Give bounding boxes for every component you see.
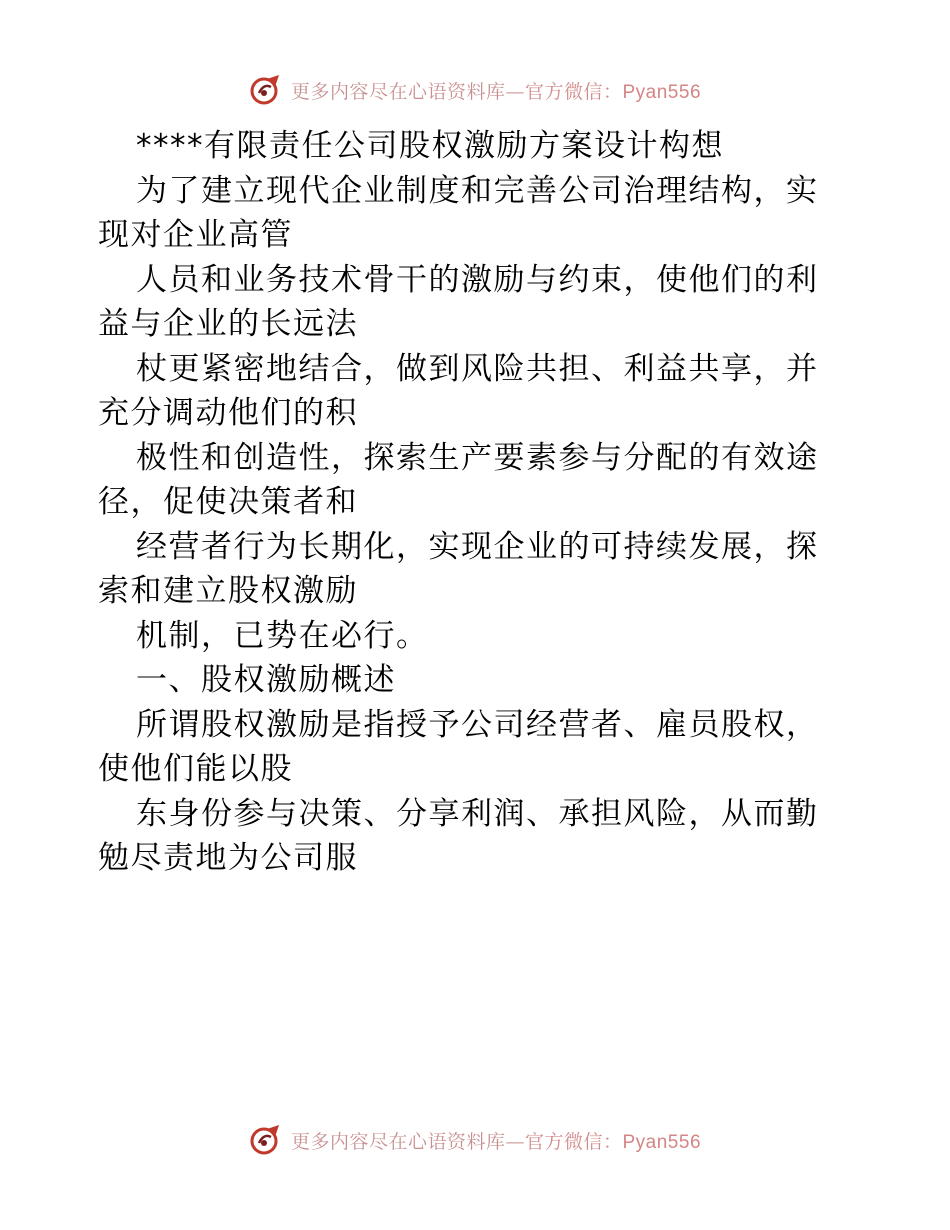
text-line: 勉尽责地为公司服 bbox=[98, 840, 358, 876]
banner-wechat-label: 官方微信： bbox=[524, 80, 623, 103]
text-line: 为了建立现代企业制度和完善公司治理结构，实 bbox=[136, 172, 819, 209]
banner-wechat-id: Pyan556 bbox=[622, 81, 702, 103]
text-line: 杖更紧密地结合，做到风险共担、利益共享，并 bbox=[136, 350, 819, 387]
banner-dash: — bbox=[505, 1130, 525, 1153]
text-line: 充分调动他们的积 bbox=[98, 395, 358, 431]
banner-site-name: 更多内容尽在心语资料库 bbox=[290, 1130, 506, 1153]
heart-pen-logo-icon bbox=[249, 73, 283, 107]
text-line: 径，促使决策者和 bbox=[98, 484, 358, 520]
text-line: 所谓股权激励是指授予公司经营者、雇员股权， bbox=[136, 706, 819, 743]
footer-banner bbox=[0, 1120, 950, 1160]
banner-wechat-label: 官方微信： bbox=[524, 1130, 623, 1153]
text-line: 益与企业的长远法 bbox=[98, 306, 358, 342]
text-line: 使他们能以股 bbox=[98, 751, 293, 787]
banner-wechat-id: Pyan556 bbox=[622, 1131, 702, 1153]
text-line: 经营者行为长期化，实现企业的可持续发展，探 bbox=[136, 528, 819, 565]
header-banner bbox=[0, 70, 950, 110]
text-line: 极性和创造性，探索生产要素参与分配的有效途 bbox=[136, 439, 819, 476]
document-title: ****有限责任公司股权激励方案设计构想 bbox=[136, 128, 724, 164]
banner-text bbox=[291, 77, 701, 104]
banner-site-name: 更多内容尽在心语资料库 bbox=[290, 80, 506, 103]
banner-text bbox=[291, 1127, 701, 1154]
banner-dash: — bbox=[505, 80, 525, 103]
text-line: 现对企业高管 bbox=[98, 217, 293, 253]
text-line: 机制，已势在必行。 bbox=[136, 617, 429, 654]
text-line: 索和建立股权激励 bbox=[98, 573, 358, 609]
section-heading: 一、股权激励概述 bbox=[136, 662, 396, 698]
document-body bbox=[98, 124, 858, 881]
text-line: 东身份参与决策、分享利润、承担风险，从而勤 bbox=[136, 795, 819, 832]
heart-pen-logo-icon bbox=[249, 1123, 283, 1157]
text-line: 人员和业务技术骨干的激励与约束，使他们的利 bbox=[136, 261, 819, 298]
